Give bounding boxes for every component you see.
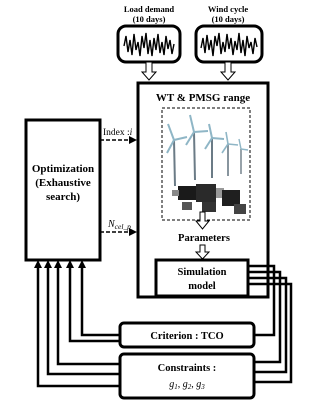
range-box-title: WT & PMSG range xyxy=(155,92,251,104)
ncel-label-sub: cel_p xyxy=(114,222,131,231)
wind-cycle-title: Wind cycle xyxy=(207,4,249,14)
optimization-label-line1: Optimization xyxy=(31,163,95,175)
wind-to-range-arrow xyxy=(221,62,235,80)
optimization-label-line3: search) xyxy=(45,191,81,203)
g1-sub: 1 xyxy=(174,383,178,391)
simulation-label-line2: model xyxy=(188,281,216,292)
index-label-text: Index : xyxy=(103,128,130,138)
sep2: , xyxy=(191,379,197,390)
ncel-label xyxy=(107,219,131,231)
constraints-box xyxy=(120,354,254,398)
g1-main: g xyxy=(169,379,175,390)
load-demand-title: Load demand xyxy=(123,4,175,14)
g2-main: g xyxy=(182,379,188,390)
wind-cycle-subtitle: (10 days) xyxy=(211,14,245,24)
g2-sub: 2 xyxy=(187,383,192,391)
index-label xyxy=(103,128,133,138)
criterion-to-optimization-lines xyxy=(38,264,120,386)
criterion-label: Criterion : TCO xyxy=(150,331,224,342)
sep1: , xyxy=(177,379,183,390)
g3-main: g xyxy=(196,379,202,390)
load-demand-subtitle: (10 days) xyxy=(132,14,166,24)
optimization-label-line2: (Exhaustive xyxy=(35,177,91,189)
index-label-var: i xyxy=(129,128,133,138)
g3-sub: 3 xyxy=(201,383,205,391)
constraints-label: Constraints : xyxy=(157,363,217,374)
ncel-label-main: N xyxy=(108,219,115,230)
simulation-label-line1: Simulation xyxy=(177,267,227,278)
load-to-range-arrow xyxy=(142,62,156,80)
parameters-label: Parameters xyxy=(178,233,230,244)
optimization-box xyxy=(26,120,100,260)
